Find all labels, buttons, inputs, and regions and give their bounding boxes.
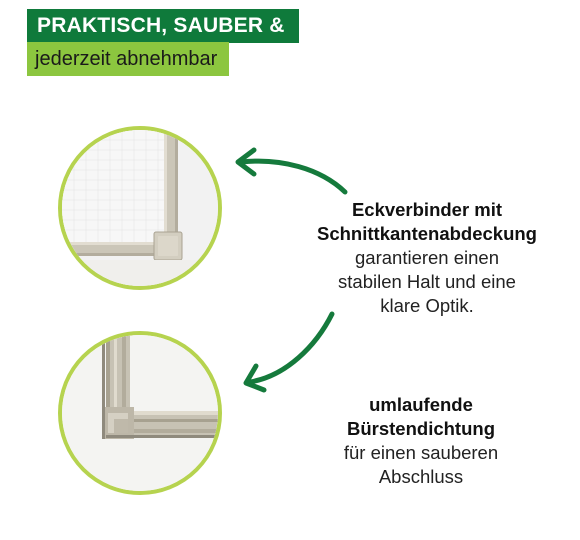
corner-connector-closeup-image: [58, 126, 222, 290]
subheadline-badge: [27, 42, 229, 76]
brush-seal-illustration: [62, 335, 218, 491]
caption-text-line: klare Optik.: [380, 295, 474, 316]
caption-text-line: stabilen Halt und eine: [338, 271, 516, 292]
caption-title-line: Schnittkantenabdeckung: [317, 223, 537, 244]
caption-title-line: umlaufende: [369, 394, 473, 415]
brush-seal-closeup-image: [58, 331, 222, 495]
caption-title-line: Eckverbinder mit: [351, 199, 503, 220]
caption-title-line: Bürstendichtung: [347, 418, 495, 439]
corner-connector-caption: [307, 198, 547, 318]
brush-seal-caption: [301, 393, 541, 489]
arrow-to-brush-seal-icon: [236, 306, 346, 396]
caption-text-line: garantieren einen: [355, 247, 499, 268]
headline-badge: [27, 9, 299, 43]
headline-text: PRAKTISCH, SAUBER &: [37, 14, 285, 37]
subheadline-text: jederzeit abnehmbar: [35, 47, 218, 70]
caption-text-line: Abschluss: [378, 466, 464, 487]
corner-connector-illustration: [62, 130, 218, 286]
arrow-to-corner-connector-icon: [230, 140, 350, 200]
caption-text-line: für einen sauberen: [343, 442, 499, 463]
